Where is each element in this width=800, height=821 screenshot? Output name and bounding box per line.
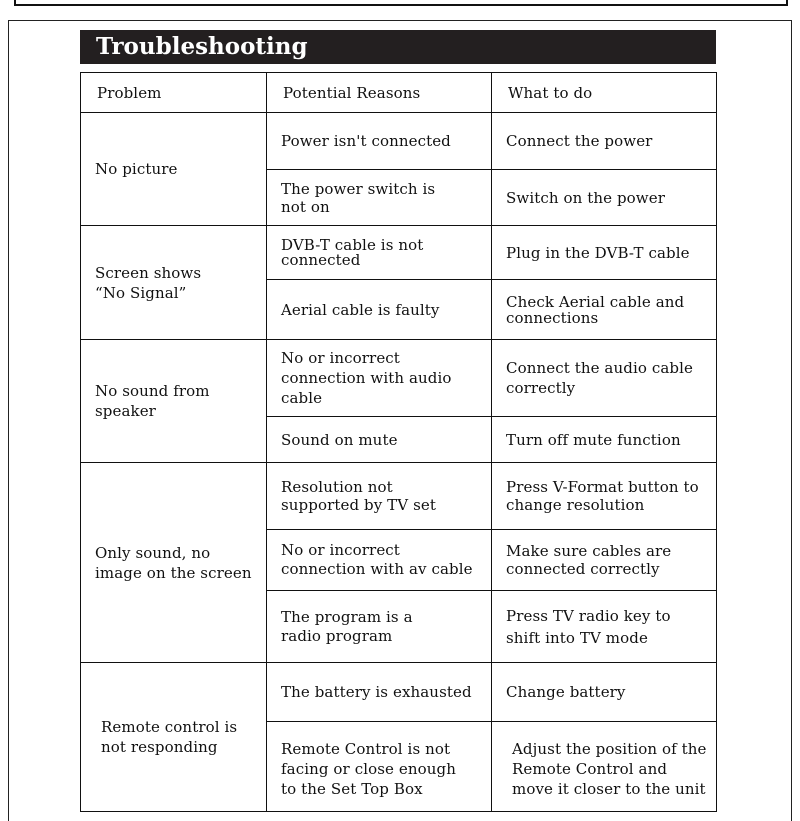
problem-cell: Only sound, no image on the screen (81, 463, 267, 663)
problem-cell: No sound from speaker (81, 340, 267, 463)
reason-cell: Remote Control is not facing or close enough to the Set Top Box (267, 722, 492, 812)
section-title: Troubleshooting (80, 30, 716, 64)
todo-cell: Press TV radio key to shift into TV mode (492, 591, 717, 663)
reason-cell: Aerial cable is faulty (267, 280, 492, 340)
problem-cell: No picture (81, 113, 267, 226)
todo-cell: Check Aerial cable and connections (492, 280, 717, 340)
reason-cell: The battery is exhausted (267, 663, 492, 722)
problem-cell: Screen shows “No Signal” (81, 226, 267, 340)
todo-cell: Turn off mute function (492, 417, 717, 463)
reason-cell: The power switch is not on (267, 170, 492, 226)
todo-cell: Plug in the DVB-T cable (492, 226, 717, 280)
todo-cell: Change battery (492, 663, 717, 722)
todo-cell: Connect the audio cable correctly (492, 340, 717, 417)
todo-cell: Press V-Format button to change resolution (492, 463, 717, 530)
reason-cell: No or incorrect connection with audio cable (267, 340, 492, 417)
reason-cell: DVB-T cable is not connected (267, 226, 492, 280)
reason-cell: Resolution not supported by TV set (267, 463, 492, 530)
table-header-row (81, 73, 717, 113)
table-row (81, 340, 717, 417)
todo-cell: Connect the power (492, 113, 717, 170)
table-row (81, 226, 717, 280)
todo-cell: Adjust the position of the Remote Control and move it closer to the unit (492, 722, 717, 812)
header-problem: Problem (81, 73, 267, 113)
troubleshooting-table (80, 72, 717, 812)
header-potential-reasons: Potential Reasons (267, 73, 492, 113)
reason-cell: The program is a radio program (267, 591, 492, 663)
reason-cell: Sound on mute (267, 417, 492, 463)
table-row (81, 663, 717, 722)
todo-cell: Switch on the power (492, 170, 717, 226)
reason-cell: Power isn't connected (267, 113, 492, 170)
header-what-to-do: What to do (492, 73, 717, 113)
table-row (81, 463, 717, 530)
reason-cell: No or incorrect connection with av cable (267, 530, 492, 591)
problem-cell: Remote control is not responding (81, 663, 267, 812)
todo-cell: Make sure cables are connected correctly (492, 530, 717, 591)
table-row (81, 113, 717, 170)
top-border (14, 0, 788, 6)
